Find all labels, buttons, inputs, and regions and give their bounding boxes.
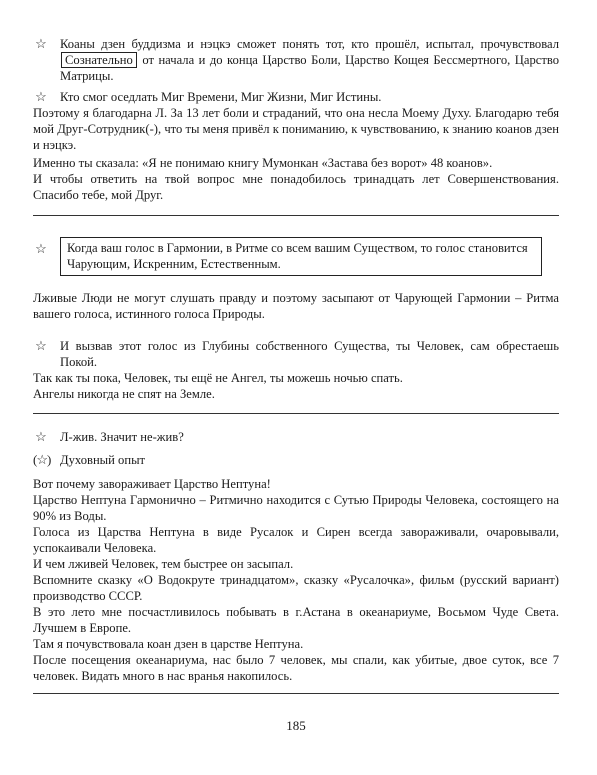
neptune-line: Вспомните сказку «О Водокруте тринадцатом», сказку «Русалочка», фильм (русский вариант) производство СССР. — [33, 573, 559, 603]
neptune-line: И чем лживей Человек, тем быстрее он засыпал. — [33, 557, 294, 571]
neptune-line: В это лето мне посчастливилось побывать в г.Астана в океанариуме, Восьмом Чуде Света. Лучшем в Европе. — [33, 605, 559, 635]
lie-heading — [33, 429, 559, 445]
boxed-word-consciously: Сознательно — [61, 52, 137, 68]
koan-text-start: Коаны дзен буддизма и нэцкэ сможет понять тот, кто прошёл, испытал, прочувствовал — [60, 37, 559, 51]
section-divider — [33, 215, 559, 216]
call-voice-text: И вызвав этот голос из Глубины собственного Существа, ты Человек, сам обрестаешь Покой. — [60, 339, 559, 369]
star-outline-icon: ☆ — [35, 429, 47, 444]
gratitude-paragraph: Поэтому я благодарна Л. За 13 лет боли и страданий, что она несла Моему Духу. Благодарю тебя мой Друг-Сотрудник(-), что ты меня привёл к пониманию, к чувствованию, к знанию коанов дзен и нэцкэ. — [33, 106, 559, 152]
neptune-text-block — [33, 476, 559, 684]
angels-paragraph: Ангелы никогда не спят на Земле. — [33, 387, 215, 401]
voice-boxed-block — [33, 237, 559, 276]
koan-text-end: от начала и до конца Царство Боли, Царство Кощея Бессмертного, Царство Матрицы. — [60, 53, 559, 83]
page-number: 185 — [286, 718, 306, 733]
star-outline-icon: ☆ — [35, 89, 47, 104]
star-outline-icon: ☆ — [35, 338, 47, 353]
spiritual-experience-text: Духовный опыт — [60, 453, 146, 467]
moment-paragraph — [33, 89, 559, 105]
neptune-line: Там я почувствовала коан дзен в царстве Нептуна. — [33, 637, 304, 651]
moment-text: Кто смог оседлать Миг Времени, Миг Жизни, Миг Истины. — [60, 90, 382, 104]
quote-paragraph: Именно ты сказала: «Я не понимаю книгу Мумонкан «Застава без ворот» 48 коанов». — [33, 156, 493, 170]
liars-paragraph: Лживые Люди не могут слушать правду и поэтому засыпают от Чарующей Гармонии – Ритма вашего голоса, истинного голоса Природы. — [33, 291, 559, 321]
neptune-line: Голоса из Царства Нептуна в виде Русалок и Сирен всегда завораживали, очаровывали, успокаивали Человека. — [33, 525, 559, 555]
thanks-paragraph: И чтобы ответить на твой вопрос мне понадобилось тринадцать лет Совершенствования. Спасибо тебе, мой Друг. — [33, 172, 559, 202]
neptune-line: После посещения океанариума, нас было 7 человек, мы спали, как убитые, двое суток, все 7 человек. Видать много в нас вранья накопилось. — [33, 653, 559, 683]
section-divider — [33, 693, 559, 694]
star-outline-icon: ☆ — [35, 241, 47, 256]
call-voice-paragraph — [33, 338, 559, 370]
neptune-line: Вот почему завораживает Царство Нептуна! — [33, 477, 271, 491]
spiral-star-icon: (☆) — [33, 452, 51, 467]
neptune-line: Царство Нептуна Гармонично – Ритмично находится с Сутью Природы Человека, состоящего на 90% из Воды. — [33, 493, 559, 523]
sleep-paragraph: Так как ты пока, Человек, ты ещё не Ангел, ты можешь ночью спать. — [33, 371, 403, 385]
lie-heading-text: Л-жив. Значит не-жив? — [60, 430, 184, 444]
section-divider — [33, 413, 559, 414]
koan-paragraph — [33, 36, 559, 84]
spiritual-experience-heading — [33, 452, 559, 468]
star-outline-icon: ☆ — [35, 36, 47, 51]
voice-boxed-text: Когда ваш голос в Гармонии, в Ритме со всем вашим Существом, то голос становится Чарующим, Искренним, Естественным. — [60, 237, 542, 276]
